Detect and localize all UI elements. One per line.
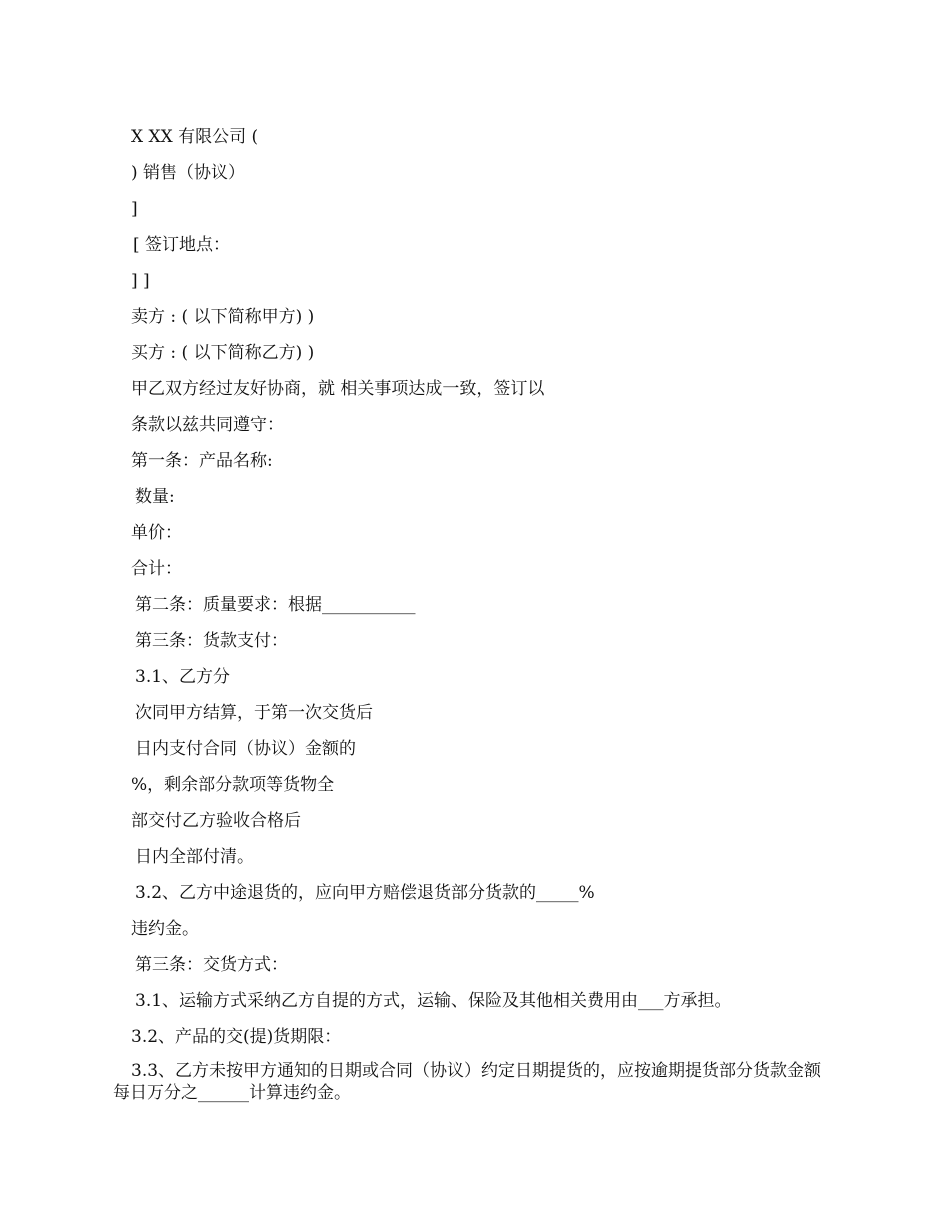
clause-3-2-return-penalty: 3.2、乙方中途退货的，应向甲方赔偿退货部分货款的_____%	[135, 883, 595, 903]
settlement-line: 次同甲方结算，于第一次交货后	[135, 703, 373, 723]
remaining-payment-line: %，剩余部分款项等货物全	[131, 775, 335, 795]
clause-3-2-delivery-period: 3.2、产品的交(提)货期限：	[131, 1027, 342, 1047]
quantity-line: 数量:	[135, 487, 175, 507]
full-payment-line: 日内全部付清。	[135, 847, 254, 867]
clause-3-1-transport: 3.1、运输方式采纳乙方自提的方式，运输、保险及其他相关费用由___方承担。	[135, 991, 732, 1011]
payment-percent-line: 日内支付合同（协议）金额的	[135, 739, 356, 759]
bracket-close-line: ] ]	[131, 271, 150, 291]
signing-place-line: [ 签订地点：	[133, 235, 231, 255]
article-2-quality: 第二条：质量要求：根据___________	[135, 595, 416, 615]
article-3-payment: 第三条：货款支付：	[135, 631, 288, 651]
penalty-line: 违约金。	[131, 919, 199, 939]
acceptance-line: 部交付乙方验收合格后	[131, 811, 301, 831]
clause-3-3-late-pickup: 3.3、乙方未按甲方通知的日期或合同（协议）约定日期提货的，应按逾期提货部分货款金额每日万分之______计算违约金。	[113, 1061, 822, 1103]
bracket-line: ]	[131, 199, 138, 219]
contract-title-line: ) 销售（协议）	[131, 163, 246, 183]
agreement-intro-cont-line: 条款以兹共同遵守：	[131, 415, 284, 435]
seller-line: 卖方 : ( 以下简称甲方) )	[131, 307, 315, 327]
buyer-line: 买方 : ( 以下简称乙方) )	[131, 343, 315, 363]
company-name-line: X XX 有限公司 (	[131, 127, 259, 147]
unit-price-line: 单价：	[131, 523, 182, 543]
article-1-product-name: 第一条：产品名称:	[131, 451, 273, 471]
clause-3-1-installments: 3.1、乙方分	[135, 667, 231, 687]
total-line: 合计：	[131, 559, 182, 579]
article-3-delivery: 第三条：交货方式：	[135, 955, 288, 975]
agreement-intro-line: 甲乙双方经过友好协商，就 相关事项达成一致，签订以	[131, 379, 545, 399]
